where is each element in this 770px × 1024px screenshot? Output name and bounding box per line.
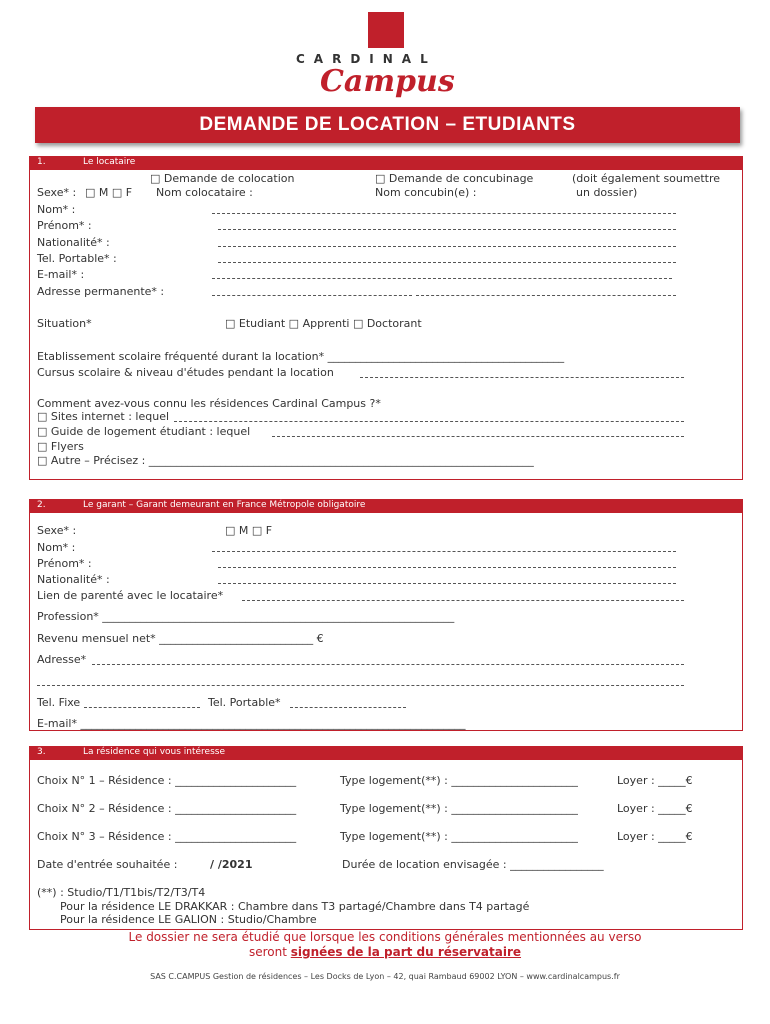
footer: SAS C.CAMPUS Gestion de résidences – Les Docks de Lyon – 42, quai Rambaud 69002 LYON – www.cardinalcampus.fr	[150, 972, 620, 981]
concub-checkbox[interactable]: □ Demande de concubinage	[375, 172, 534, 185]
garant-adresse-field-1[interactable]	[92, 664, 684, 665]
adresse-field-1[interactable]	[212, 295, 412, 296]
garant-prenom-label: Prénom* :	[37, 557, 92, 570]
type-2-field[interactable]: Type logement(**) : _______________________	[340, 802, 578, 815]
nom-coloc-label: Nom colocataire :	[156, 186, 253, 199]
adresse-field-2[interactable]	[416, 295, 676, 296]
email-field[interactable]	[212, 278, 672, 279]
nom-concub-label: Nom concubin(e) :	[375, 186, 477, 199]
nationalite-field[interactable]	[218, 246, 676, 247]
tel-fixe-field[interactable]	[84, 707, 200, 708]
sexe-label: Sexe* :	[37, 186, 77, 199]
garant-sexe-label: Sexe* :	[37, 524, 77, 537]
guide-checkbox[interactable]: □ Guide de logement étudiant : lequel	[37, 425, 251, 438]
section-3-header	[29, 746, 743, 760]
loyer-3-field[interactable]: Loyer : _____€	[617, 830, 693, 843]
section-2-heading: Le garant – Garant demeurant en France Métropole obligatoire	[83, 500, 366, 510]
notice-seront: seront	[248, 945, 291, 959]
section-1-header	[29, 156, 743, 170]
garant-nom-field[interactable]	[212, 551, 676, 552]
tel-field[interactable]	[218, 262, 676, 263]
sites-field[interactable]	[174, 421, 684, 422]
doit-note-1: (doit également soumettre	[572, 172, 721, 185]
lien-label: Lien de parenté avec le locataire*	[37, 589, 224, 602]
choix-1-field[interactable]: Choix N° 1 – Résidence : ______________________	[37, 774, 297, 787]
nom-field[interactable]	[212, 213, 676, 214]
section-2-number: 2.	[37, 500, 46, 510]
garant-prenom-field[interactable]	[218, 567, 676, 568]
prenom-label: Prénom* :	[37, 219, 92, 232]
choix-3-field[interactable]: Choix N° 3 – Résidence : ______________________	[37, 830, 297, 843]
tel-fixe-label: Tel. Fixe	[37, 696, 81, 709]
title-banner	[35, 107, 740, 143]
notice-line-2	[0, 945, 770, 959]
section-1-heading: Le locataire	[83, 157, 136, 167]
comment-label: Comment avez-vous connu les résidences Cardinal Campus ?*	[37, 397, 381, 410]
email-label: E-mail* :	[37, 268, 85, 281]
garant-email-field[interactable]: E-mail* ______________________________________________________________________	[37, 717, 466, 730]
logo-campus: Campus	[320, 64, 455, 99]
type-3-field[interactable]: Type logement(**) : _______________________	[340, 830, 578, 843]
duree-field[interactable]: Durée de location envisagée : _________________	[342, 858, 604, 871]
section-1-number: 1.	[37, 157, 46, 167]
flyers-checkbox[interactable]: □ Flyers	[37, 440, 84, 453]
situation-options[interactable]: □ Etudiant □ Apprenti □ Doctorant	[225, 317, 422, 330]
galion-note: Pour la résidence LE GALION : Studio/Chambre	[60, 913, 317, 926]
notice-signees: signées de la part du réservataire	[290, 945, 522, 959]
adresse-label: Adresse permanente* :	[37, 285, 165, 298]
choix-2-field[interactable]: Choix N° 2 – Résidence : ______________________	[37, 802, 297, 815]
lien-field[interactable]	[242, 600, 684, 601]
section-2-header	[29, 499, 743, 513]
date-entree-field[interactable]: / /2021	[210, 858, 253, 871]
section-3-heading: La résidence qui vous intéresse	[83, 747, 226, 757]
prenom-field[interactable]	[218, 229, 676, 230]
section-3-number: 3.	[37, 747, 46, 757]
revenu-field[interactable]: Revenu mensuel net* ____________________________ €	[37, 632, 324, 645]
drakkar-note: Pour la résidence LE DRAKKAR : Chambre dans T3 partagé/Chambre dans T4 partagé	[60, 900, 530, 913]
page-title: DEMANDE DE LOCATION – ETUDIANTS	[199, 114, 576, 135]
garant-nationalite-label: Nationalité* :	[37, 573, 110, 586]
doit-note-2: un dossier)	[576, 186, 638, 199]
tel-portable-field[interactable]	[290, 707, 406, 708]
loyer-2-field[interactable]: Loyer : _____€	[617, 802, 693, 815]
tel-portable-label: Tel. Portable*	[208, 696, 281, 709]
sexe-options[interactable]: □ M □ F	[85, 186, 133, 199]
tel-label: Tel. Portable* :	[37, 252, 117, 265]
cursus-label: Cursus scolaire & niveau d'études pendant la location	[37, 366, 334, 379]
garant-nom-label: Nom* :	[37, 541, 76, 554]
logo-square	[368, 12, 404, 48]
situation-label: Situation*	[37, 317, 92, 330]
coloc-checkbox[interactable]: □ Demande de colocation	[150, 172, 295, 185]
garant-adresse-field-2[interactable]	[37, 685, 684, 686]
loyer-1-field[interactable]: Loyer : _____€	[617, 774, 693, 787]
nationalite-label: Nationalité* :	[37, 236, 110, 249]
notice-line-1: Le dossier ne sera étudié que lorsque les conditions générales mentionnées au verso	[128, 930, 642, 944]
nom-label: Nom* :	[37, 203, 76, 216]
type-1-field[interactable]: Type logement(**) : _______________________	[340, 774, 578, 787]
guide-field[interactable]	[272, 436, 684, 437]
date-entree-label: Date d'entrée souhaitée :	[37, 858, 178, 871]
etablissement-field[interactable]: Etablissement scolaire fréquenté durant la location* ___________________________________________	[37, 350, 565, 363]
garant-sexe-options[interactable]: □ M □ F	[225, 524, 273, 537]
garant-nationalite-field[interactable]	[218, 583, 676, 584]
logo-cardinal: CARDINAL	[296, 52, 437, 66]
profession-field[interactable]: Profession* ________________________________________________________________	[37, 610, 455, 623]
types-note: (**) : Studio/T1/T1bis/T2/T3/T4	[37, 886, 206, 899]
autre-checkbox[interactable]: □ Autre – Précisez : ______________________________________________________________________	[37, 454, 534, 467]
sites-checkbox[interactable]: □ Sites internet : lequel	[37, 410, 170, 423]
garant-adresse-label: Adresse*	[37, 653, 87, 666]
cursus-field[interactable]	[360, 377, 684, 378]
